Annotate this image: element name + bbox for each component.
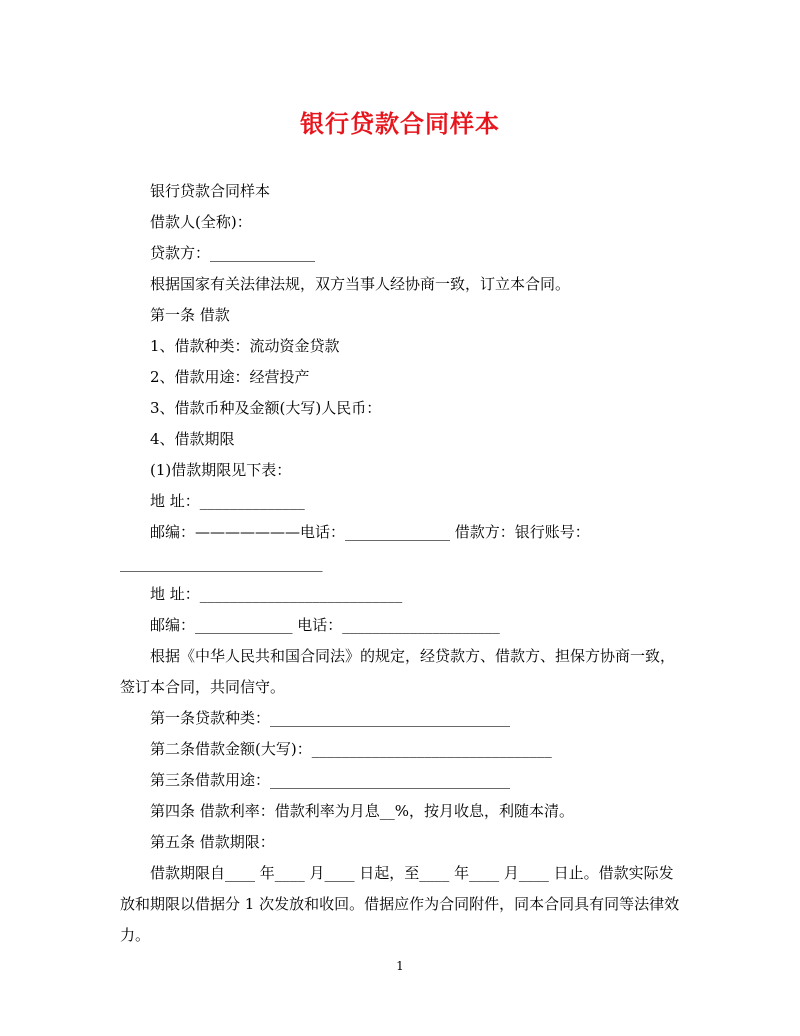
page-number: 1 xyxy=(396,959,404,973)
paragraph-term-article: 第五条 借款期限： xyxy=(150,833,275,851)
paragraph-loan-category: 第一条贷款种类：________________________________ xyxy=(150,709,511,727)
paragraph-loan-amount: 3、借款币种及金额(大写)人民币： xyxy=(150,399,382,417)
paragraph-agreement-basis: 根据国家有关法律法规，双方当事人经协商一致，订立本合同。 xyxy=(150,275,571,293)
paragraph-loan-type: 1、借款种类：流动资金贷款 xyxy=(150,337,340,355)
paragraph-contract-law: 根据《中华人民共和国合同法》的规定，经贷款方、借款方、担保方协商一致，签订本合同，共同信守。 xyxy=(120,647,676,696)
paragraph-postcode-phone: 邮编：_____________ 电话：_____________________ xyxy=(150,616,500,634)
paragraph-term-table: (1)借款期限见下表： xyxy=(150,461,292,479)
paragraph-account-line: ___________________________ xyxy=(120,554,323,572)
paragraph-loan-term: 4、借款期限 xyxy=(150,430,235,448)
paragraph-loan-sum: 第二条借款金额(大写)：________________________________ xyxy=(150,740,552,758)
paragraph-postcode-phone-account: 邮编：———————电话：______________ 借款方：银行账号： xyxy=(150,523,590,541)
paragraph-term-details: 借款期限自____ 年____ 月____ 日起，至____ 年____ 月____ 日止。借款实际发放和期限以借据分 1 次发放和收回。借据应作为合同附件，同本合同具有同等法律效力。 xyxy=(120,864,680,944)
paragraph-address-2: 地 址：___________________________ xyxy=(150,585,403,603)
paragraph-article-1: 第一条 借款 xyxy=(150,306,230,324)
paragraph-interest-rate: 第四条 借款利率：借款利率为月息__%，按月收息，利随本清。 xyxy=(150,802,575,820)
paragraph-borrower: 借款人(全称)： xyxy=(150,213,252,231)
paragraph-address-1: 地 址：______________ xyxy=(150,492,305,510)
paragraph-lender: 贷款方：______________ xyxy=(150,244,316,262)
document-body xyxy=(120,176,684,951)
document-title: 银行贷款合同样本 xyxy=(300,109,500,138)
paragraph-loan-use: 第三条借款用途：________________________________ xyxy=(150,771,511,789)
paragraph-heading-repeat: 银行贷款合同样本 xyxy=(150,182,271,200)
paragraph-loan-purpose: 2、借款用途：经营投产 xyxy=(150,368,310,386)
